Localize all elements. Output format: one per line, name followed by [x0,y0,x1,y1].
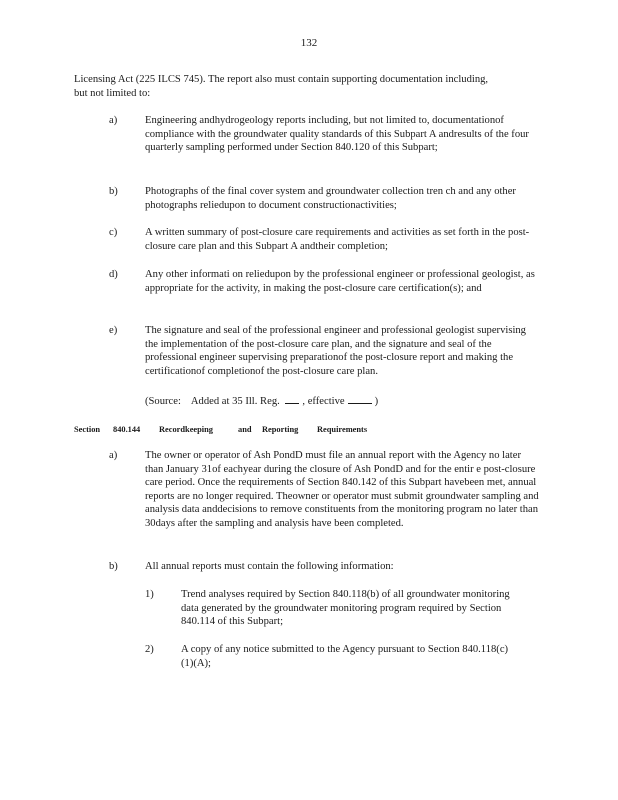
source-prefix: (Source: [145,396,181,407]
blank-line [285,393,299,404]
source-effective: effective [307,396,345,407]
item-label: a) [109,450,118,461]
item-text: A written summary of post-closure care requirements and activities as set forth in the post-closure care plan and this Subpart A andtheir completion; [145,227,530,252]
source-middle: Added at 35 Ill. Reg. [190,396,280,407]
item-text: The signature and seal of the professional engineer and professional geologist supervising the implementation of the post-closure care plan, and the signature and seal of the professional engineer supervising preparationof the post-closure report and making the certificationof completionof the post-closure care plan. [145,325,526,377]
sub-item-label: 1) [145,589,154,600]
item-label: d) [109,269,118,280]
item-text: Any other informati on reliedupon by the professional engineer or professional geologist, as appropriate for the activity, in making the post-closure care certification(s); and [145,269,535,294]
source-note [145,393,378,409]
item-label: b) [109,186,118,197]
section-title-word: Recordkeeping [159,425,213,434]
blank-line [348,393,372,404]
intro-paragraph: Licensing Act (225 ILCS 745). The report also must contain supporting documentation including, but not limited to: [74,74,489,99]
section-number: 840.144 [113,425,141,434]
item-label: e) [109,325,118,336]
sub-item-text: Trend analyses required by Section 840.118(b) of all groundwater monitoring data generated by the groundwater monitoring program required by Section 840.114 of this Subpart; [181,589,510,628]
section-title-word: Reporting [262,425,299,434]
item-label: a) [109,115,118,126]
section-title-word: Requirements [317,425,368,434]
source-comma: , [302,396,306,407]
source-suffix: ) [374,396,379,407]
section-word: Section [74,425,101,434]
item-text: The owner or operator of Ash PondD must file an annual report with the Agency no later than January 31of eachyear during the closure of Ash PondD and for the entir e post-closure care period. Once the requirements of Section 840.142 of this Subpart havebeen met, annual reports are no longer required. Theowner or operator must submit groundwater sampling and analysis data anddecisions to remove constituents from the monitoring program no later than 30days after the sampling and analysis have been completed. [145,450,539,529]
item-label: c) [109,227,118,238]
item-text: Photographs of the final cover system and groundwater collection tren ch and any other photographs reliedupon to document constructionactivities; [145,186,516,211]
page-number: 132 [300,37,318,49]
item-text: Engineering andhydrogeology reports including, but not limited to, documentationof compliance with the groundwater quality standards of this Subpart A andresults of the four quarterly sampling performed under Section 840.120 of this Subpart; [145,115,529,154]
section-title-word: and [238,425,252,434]
sub-item-label: 2) [145,644,154,655]
sub-item-text: A copy of any notice submitted to the Agency pursuant to Section 840.118(c)(1)(A); [181,644,509,669]
item-text: All annual reports must contain the following information: [145,561,394,572]
item-label: b) [109,561,118,572]
